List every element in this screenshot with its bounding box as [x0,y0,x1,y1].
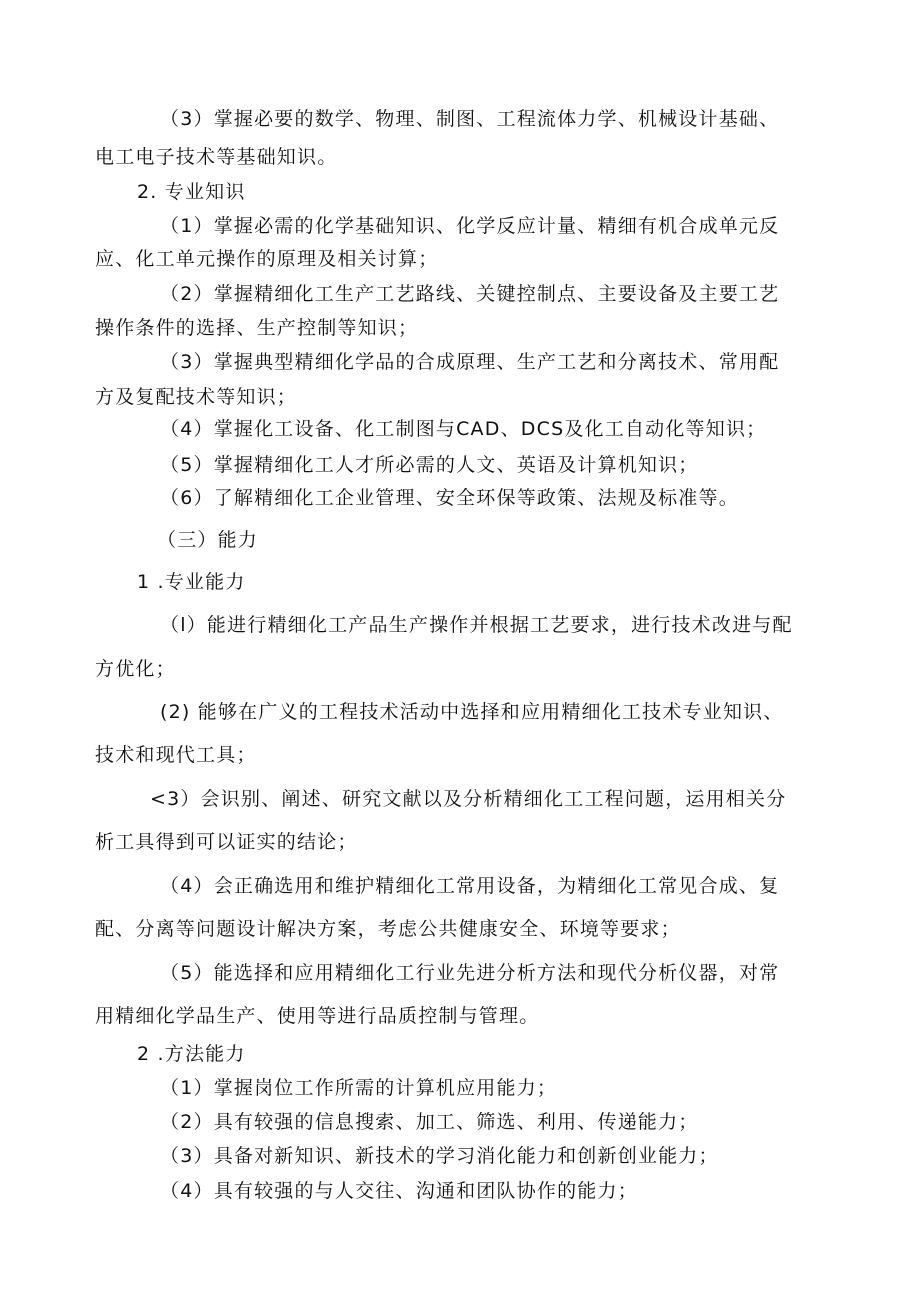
text-line-19: <3）会识别、阐述、研究文献以及分析精细化工工程问题，运用相关分 [150,788,787,810]
text-line-16: 方优化； [95,658,176,680]
text-line-24: 用精细化学品生产、使用等进行品质控制与管理。 [95,1005,540,1027]
text-line-2: 电工电子技术等基础知识。 [95,146,338,168]
text-line-27: （2）具有较强的信息搜索、加工、筛选、利用、传递能力； [160,1111,699,1133]
text-line-8: （3）掌握典型精细化学品的合成原理、生产工艺和分离技术、常用配 [160,351,780,373]
text-line-5: 应、化工单元操作的原理及相关讨算； [95,248,439,270]
text-line-10: （4）掌握化工设备、化工制图与CAD、DCS及化工自动化等知识； [160,418,767,440]
text-line-17: (2) 能够在广义的工程技术活动中选择和应用精细化工技术专业知识、 [160,701,784,723]
text-line-29: （4）具有较强的与人交往、沟通和团队协作的能力； [160,1180,638,1202]
text-line-1: （3）掌握必要的数学、物理、制图、工程流体力学、机械设计基础、 [160,108,780,130]
text-line-22: 配、分离等问题设计解决方案，考虑公共健康安全、环境等要求； [95,918,681,940]
text-line-21: （4）会正确选用和维护精细化工常用设备，为精细化工常见合成、复 [160,875,780,897]
section-heading-ability: （三）能力 [157,529,259,551]
text-line-6: （2）掌握精细化工生产工艺路线、关键控制点、主要设备及主要工艺 [160,283,780,305]
section-heading-professional-ability: 1 .专业能力 [137,571,246,593]
text-line-11: （5）掌握精细化工人才所必需的人文、英语及计算机知识； [160,454,699,476]
text-line-9: 方及复配技术等知识； [95,386,298,408]
text-line-4: （1）掌握必需的化学基础知识、化学反应计量、精细有机合成单元反 [160,215,780,237]
section-heading-method-ability: 2 .方法能力 [137,1043,246,1065]
text-line-7: 操作条件的选择、生产控制等知识； [95,317,419,339]
text-line-12: （6）了解精细化工企业管理、安全环保等政策、法规及标准等。 [160,487,739,509]
text-line-28: （3）具备对新知识、新技术的学习消化能力和创新创业能力； [160,1145,719,1167]
text-line-20: 析工具得到可以证实的结论； [95,831,358,853]
section-heading-professional-knowledge: 2. 专业知识 [137,181,246,203]
text-line-18: 技术和现代工具； [95,744,257,766]
text-line-15: （l）能进行精细化工产品生产操作并根据工艺要求，进行技术改进与配 [160,614,793,636]
text-line-26: （1）掌握岗位工作所需的计算机应用能力； [160,1077,558,1099]
text-line-23: （5）能选择和应用精细化工行业先进分析方法和现代分析仪器，对常 [160,962,780,984]
